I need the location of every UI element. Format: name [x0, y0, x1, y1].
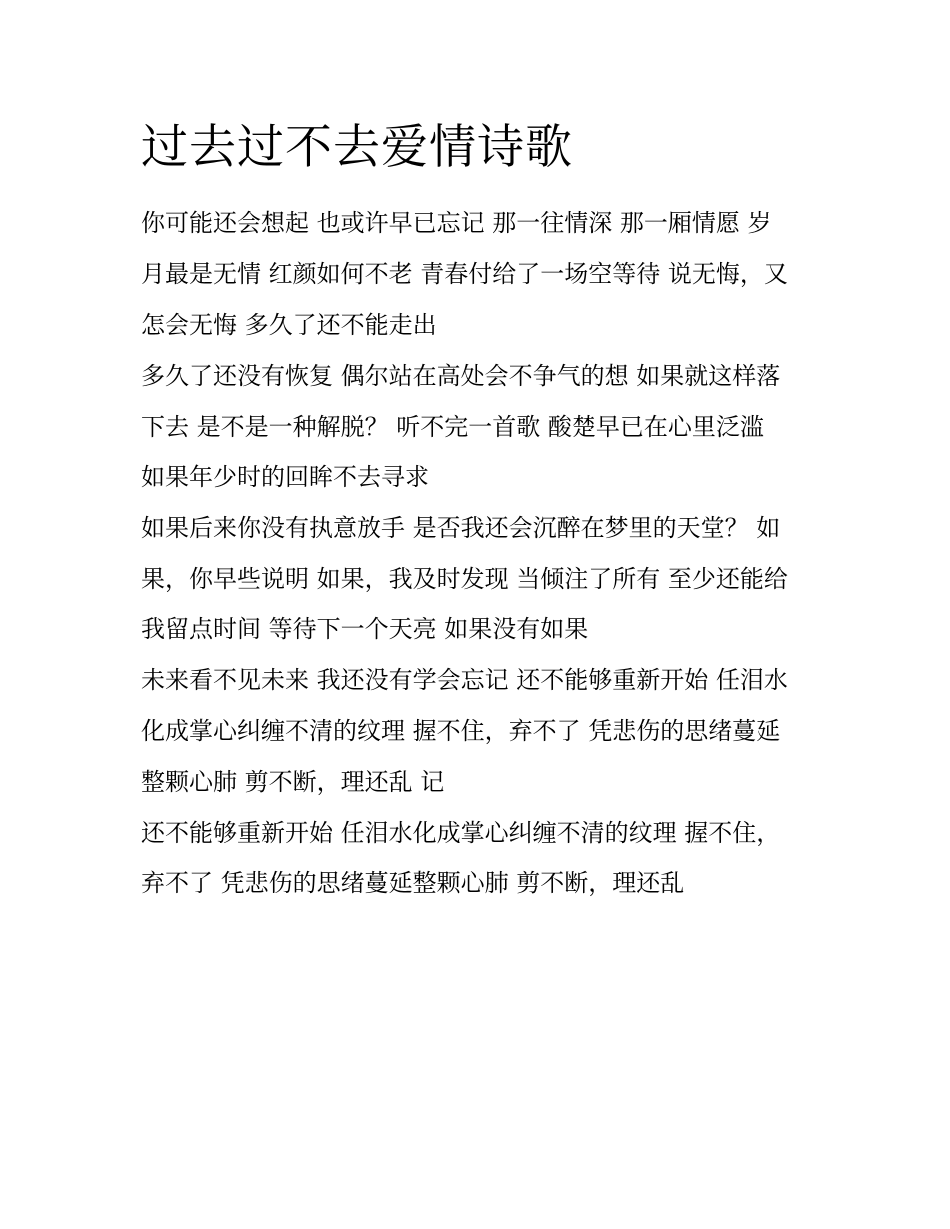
- poem-line: 你可能还会想起 也或许早已忘记 那一往情深 那一厢情愿 岁: [141, 209, 772, 237]
- poem-line: 月最是无情 红颜如何不老 青春付给了一场空等待 说无悔，又: [141, 260, 788, 288]
- poem-line: 还不能够重新开始 任泪水化成掌心纠缠不清的纹理 握不住，: [141, 819, 781, 847]
- poem-line: 整颗心肺 剪不断，理还乱 记: [141, 768, 445, 796]
- poem-line: 我留点时间 等待下一个天亮 如果没有如果: [141, 615, 589, 643]
- poem-line: 怎会无悔 多久了还不能走出: [141, 311, 437, 339]
- poem-line: 多久了还没有恢复 偶尔站在高处会不争气的想 如果就这样落: [141, 362, 781, 390]
- poem-line: 弃不了 凭悲伤的思绪蔓延整颗心肺 剪不断，理还乱: [141, 869, 685, 897]
- poem-line: 化成掌心纠缠不清的纹理 握不住，弃不了 凭悲伤的思绪蔓延: [141, 717, 781, 745]
- poem-line: 如果后来你没有执意放手 是否我还会沉醉在梦里的天堂？ 如: [141, 514, 781, 542]
- poem-line: 果，你早些说明 如果，我及时发现 当倾注了所有 至少还能给: [141, 565, 788, 593]
- poem-line: 如果年少时的回眸不去寻求: [141, 463, 429, 491]
- poem-line: 下去 是不是一种解脱？ 听不完一首歌 酸楚早已在心里泛滥: [141, 413, 764, 441]
- document-title: 过去过不去爱情诗歌: [141, 120, 573, 175]
- poem-line: 未来看不见未来 我还没有学会忘记 还不能够重新开始 任泪水: [141, 666, 788, 694]
